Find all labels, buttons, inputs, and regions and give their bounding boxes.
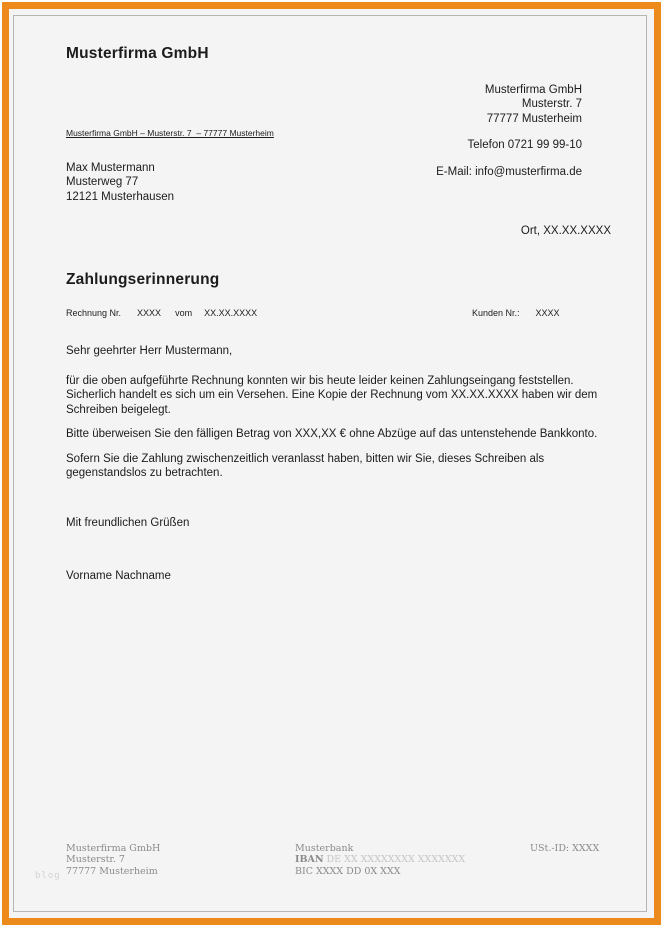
invoice-date-value: XX.XX.XXXX <box>204 308 258 318</box>
body-paragraph-2 <box>66 427 646 441</box>
body-line: Sicherlich handelt es sich um ein Versehen. Eine Kopie der Rechnung vom XX.XX.XXXX haben wir dem <box>66 389 598 402</box>
contact-address-block <box>485 83 582 126</box>
contact-city: 77777 Musterheim <box>486 112 582 125</box>
footer-vat-id: USt.-ID: XXXX <box>530 843 600 854</box>
contact-street: Musterstr. 7 <box>521 98 582 111</box>
body-paragraph-1 <box>66 374 626 417</box>
body-line: für die oben aufgeführte Rechnung konnten wir bis heute leider keinen Zahlungseingang feststellen. <box>66 375 574 387</box>
footer-bic-line: BIC XXXX DD 0X XXX <box>295 865 401 877</box>
customer-number-label: Kunden Nr.: <box>472 308 520 318</box>
blog-watermark: blog <box>35 871 61 881</box>
contact-email: E-Mail: info@musterfirma.de <box>436 166 582 178</box>
footer-company-city: 77777 Musterheim <box>66 865 158 877</box>
body-paragraph-3 <box>66 452 626 481</box>
sender-return-address: Musterfirma GmbH – Musterstr. 7 – 77777 Musterheim <box>66 128 274 138</box>
salutation: Sehr geehrter Herr Mustermann, <box>66 345 233 357</box>
footer-iban-line <box>295 854 465 865</box>
body-line: gegenstandslos zu betrachten. <box>66 467 223 480</box>
closing-line: Mit freundlichen Grüßen <box>66 517 190 529</box>
signature-name: Vorname Nachname <box>66 570 171 582</box>
invoice-reference-line <box>66 308 257 318</box>
footer-company-column <box>66 843 160 877</box>
body-line: Schreiben beigelegt. <box>66 403 171 416</box>
recipient-name: Max Mustermann <box>66 162 155 174</box>
customer-reference-line <box>472 308 560 318</box>
footer-company-name: Musterfirma GmbH <box>66 843 161 854</box>
body-line: Sofern Sie die Zahlung zwischenzeitlich veranlasst haben, bitten wir Sie, dieses Schreiben als <box>66 453 545 465</box>
footer-iban-label: IBAN <box>295 854 324 866</box>
footer-bank-column <box>295 843 465 877</box>
footer-company-street: Musterstr. 7 <box>66 854 125 866</box>
body-line: Bitte überweisen Sie den fälligen Betrag von XXX,XX € ohne Abzüge auf das untenstehende Bankkonto. <box>66 428 598 440</box>
invoice-from-label: vom <box>175 308 193 318</box>
contact-phone: Telefon 0721 99 99-10 <box>467 139 582 151</box>
contact-name: Musterfirma GmbH <box>484 84 582 96</box>
invoice-number-label: Rechnung Nr. <box>66 308 122 318</box>
date-line: Ort, XX.XX.XXXX <box>520 225 611 237</box>
recipient-street: Musterweg 77 <box>66 176 139 189</box>
footer-bank-name: Musterbank <box>295 843 354 854</box>
recipient-city: 12121 Musterhausen <box>66 190 175 203</box>
subject-heading: Zahlungserinnerung <box>66 271 220 288</box>
recipient-address-block <box>66 161 174 204</box>
customer-number-value: XXXX <box>535 308 560 318</box>
company-heading: Musterfirma GmbH <box>66 45 209 62</box>
footer-iban-value: DE XX XXXXXXXX XXXXXXX <box>323 854 466 866</box>
invoice-number-value: XXXX <box>137 308 162 318</box>
